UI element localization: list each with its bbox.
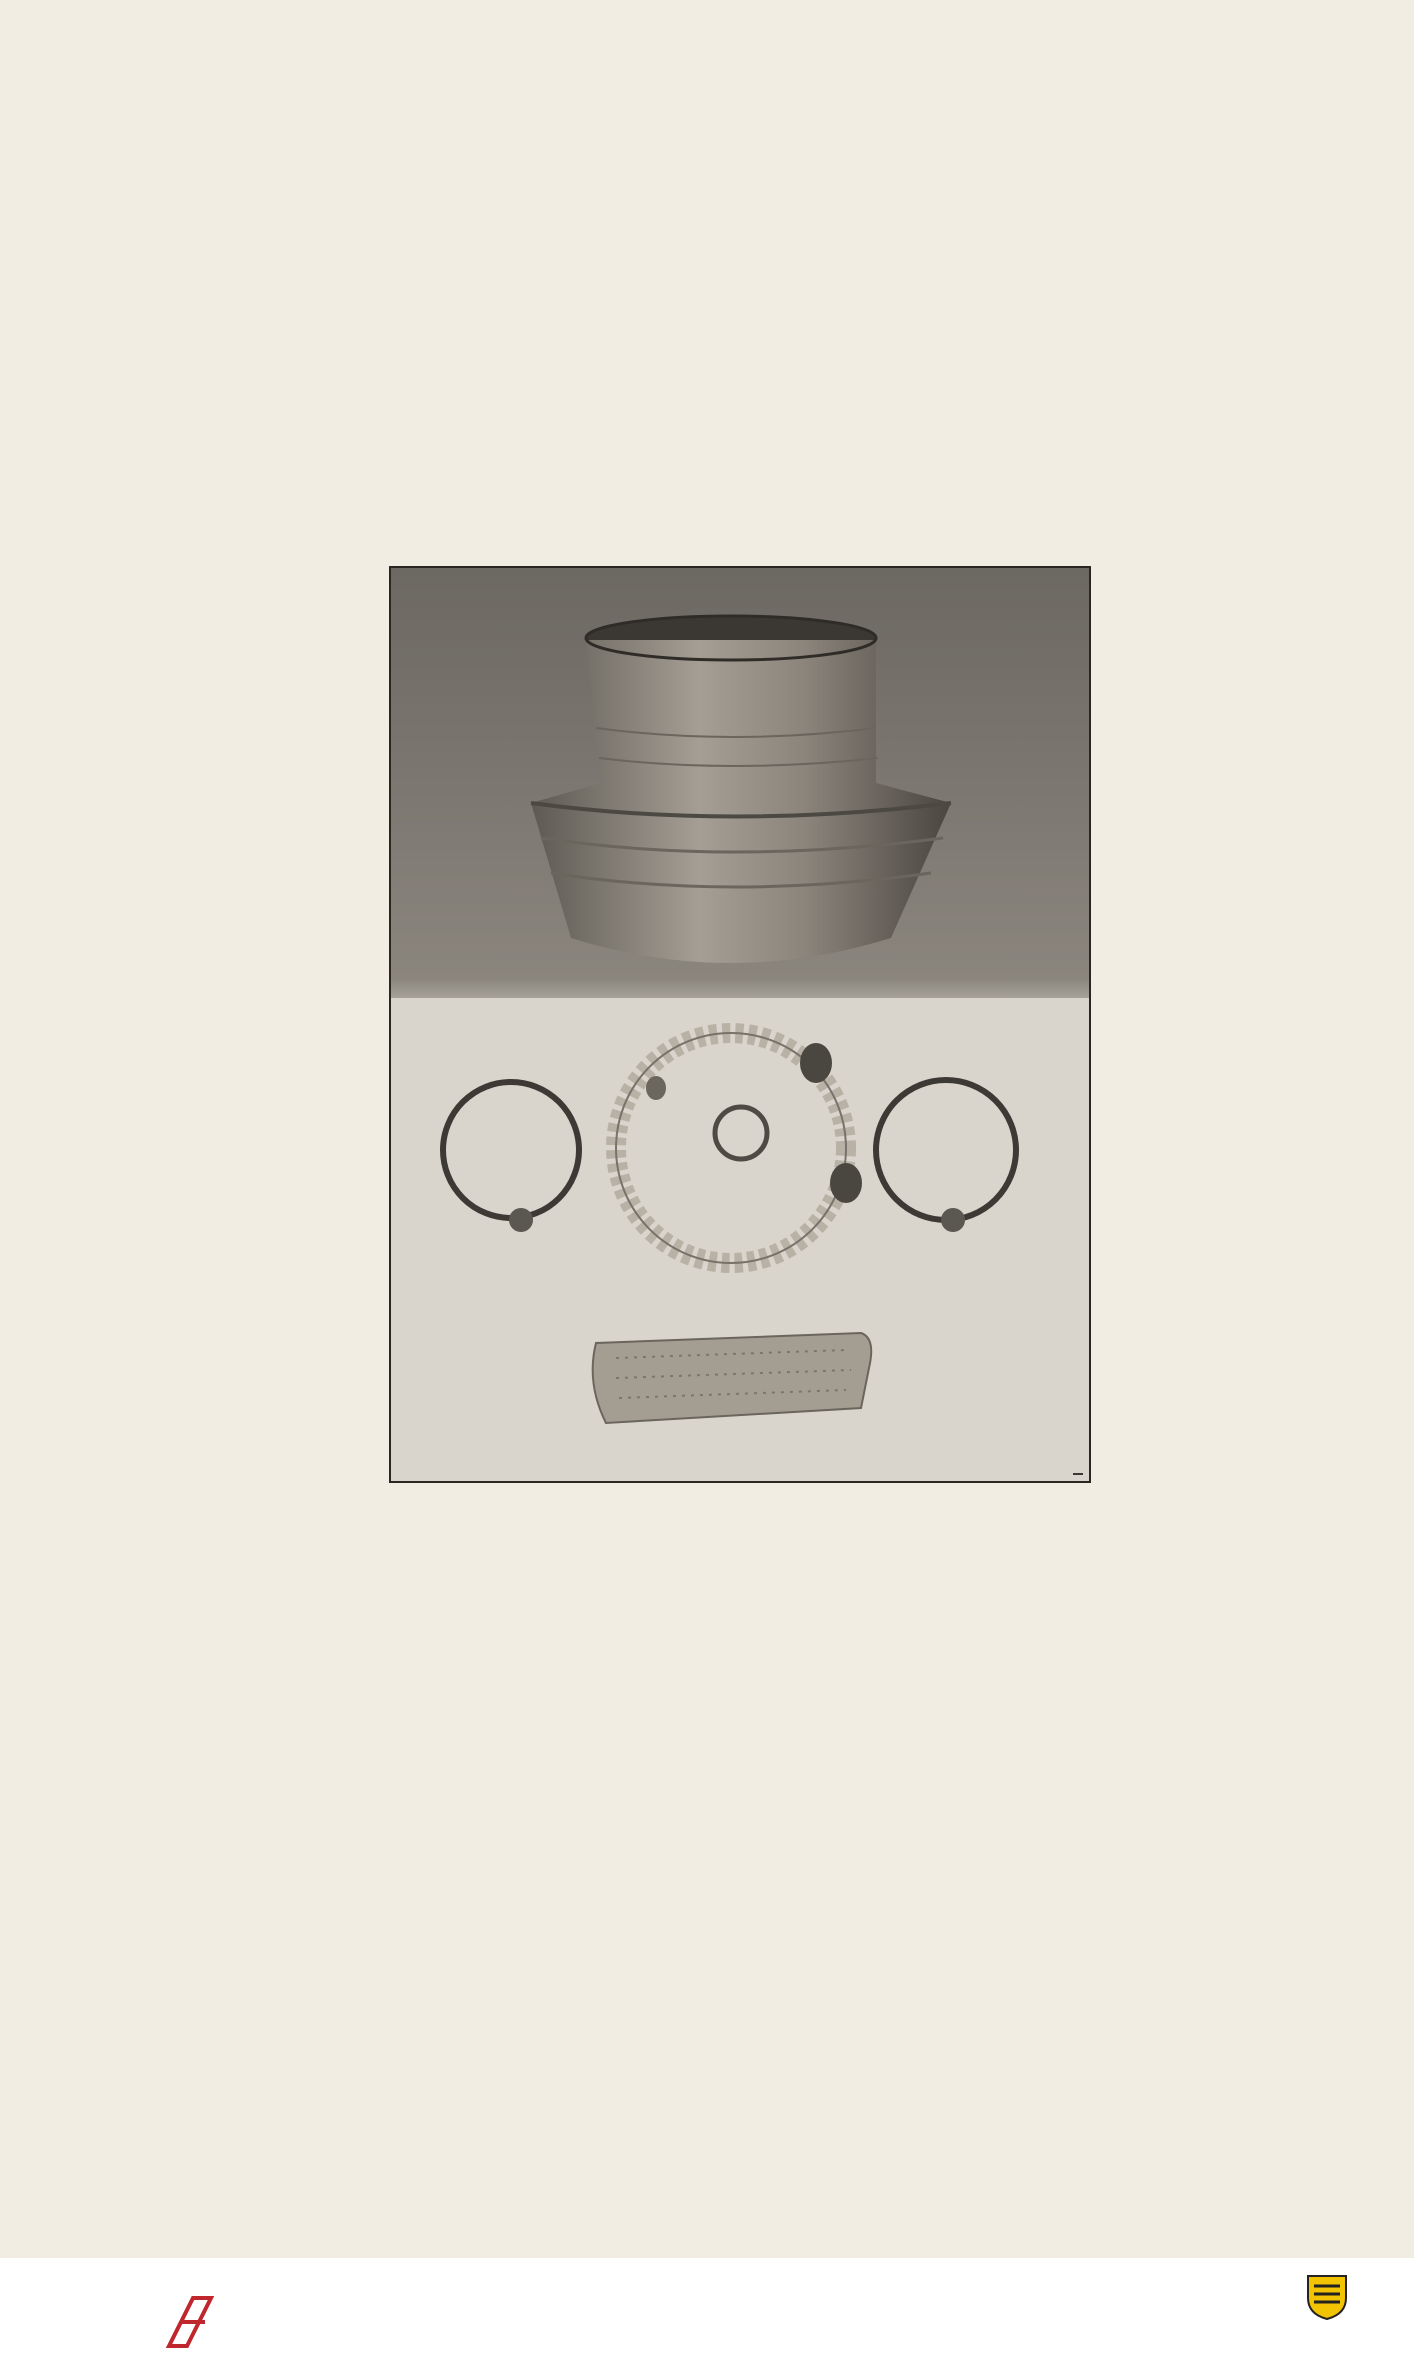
belt-tongue [593,1333,872,1423]
library-footer [0,2258,1414,2369]
funder-block [1262,2266,1392,2326]
plate-stamp [1073,1473,1083,1475]
library-logo [20,2282,220,2352]
artifact-photo-drawing [391,568,1089,1481]
artifact-photograph [389,566,1091,1483]
state-crest-icon [1304,2272,1350,2322]
library-mark-icon [165,2294,215,2350]
